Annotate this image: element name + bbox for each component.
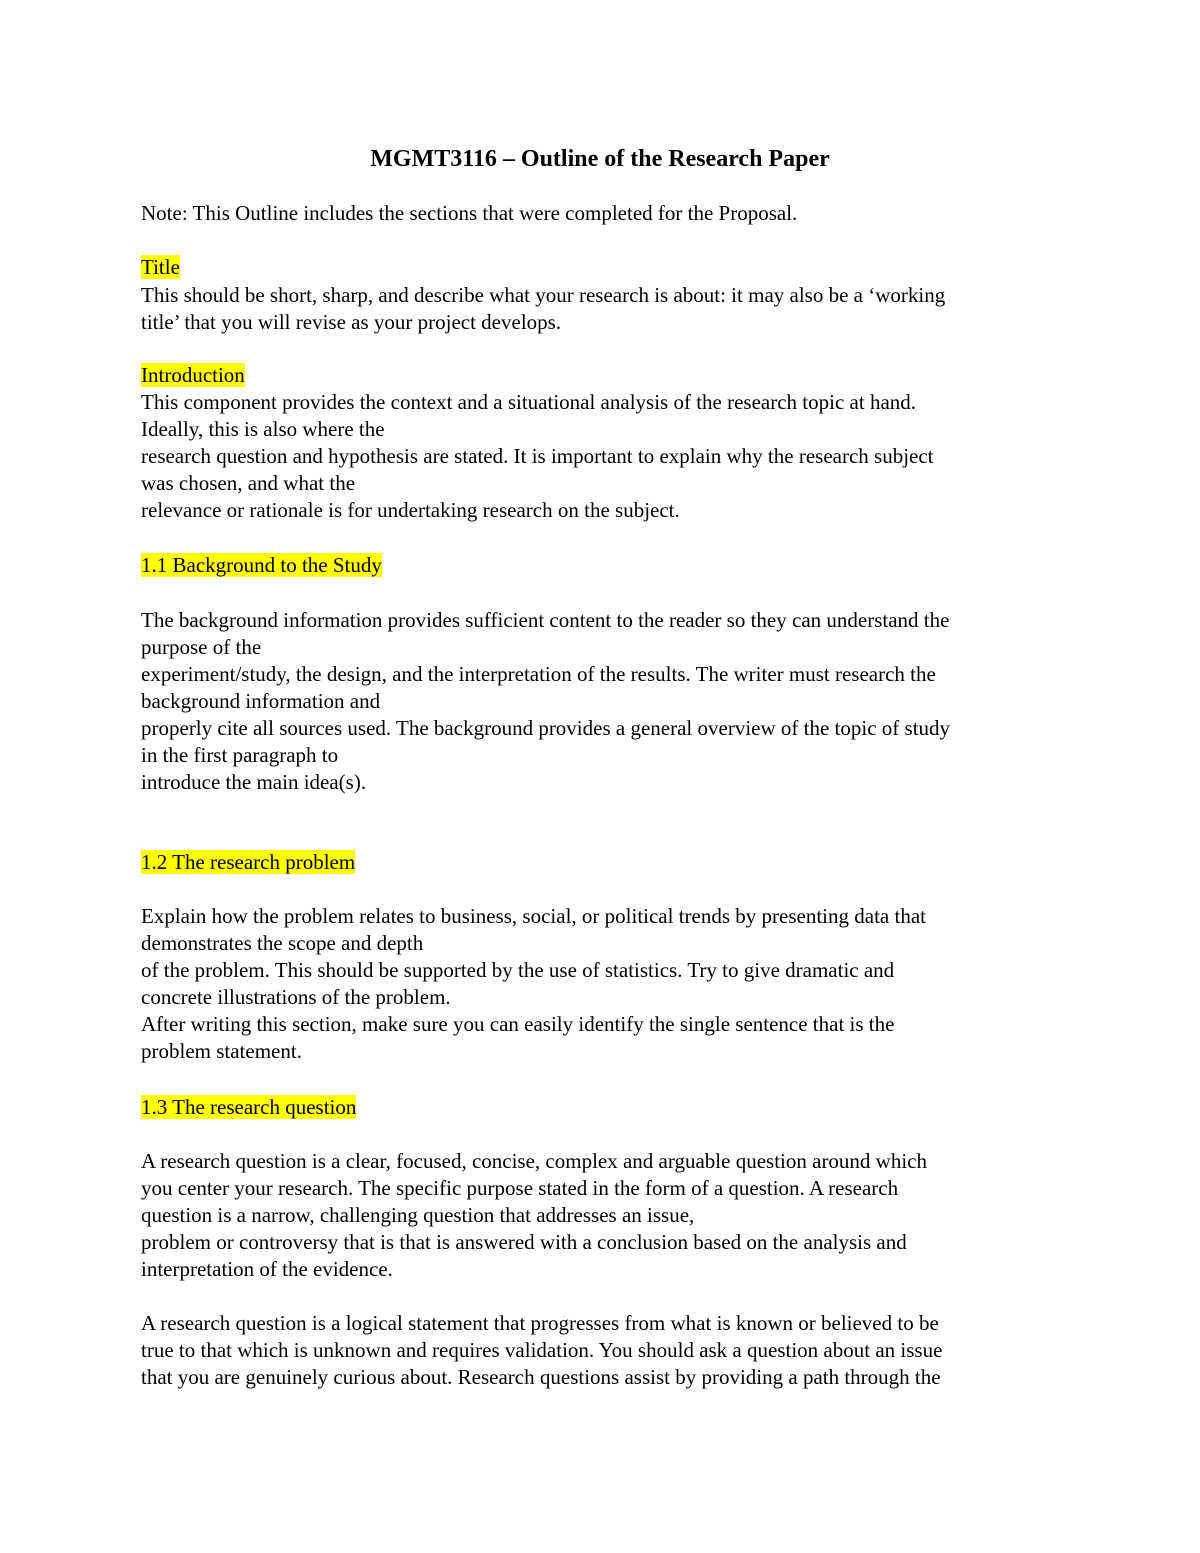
body-line: in the first paragraph to — [141, 743, 339, 767]
body-line: was chosen, and what the — [141, 471, 356, 495]
body-line: properly cite all sources used. The background provides a general overview of the topic of study — [141, 716, 951, 740]
research-question-paragraph-2 — [141, 1310, 1061, 1391]
heading-highlight: 1.1 Background to the Study — [141, 553, 382, 577]
section-heading-introduction — [141, 362, 1061, 389]
body-line: interpretation of the evidence. — [141, 1257, 393, 1281]
body-line: experiment/study, the design, and the interpretation of the results. The writer must research the — [141, 662, 936, 686]
body-line: The background information provides sufficient content to the reader so they can understand the — [141, 608, 950, 632]
body-line: introduce the main idea(s). — [141, 770, 367, 794]
body-line: A research question is a clear, focused, concise, complex and arguable question around which — [141, 1149, 928, 1173]
research-question-paragraph-1 — [141, 1148, 1061, 1283]
body-line: title’ that you will revise as your project develops. — [141, 310, 562, 334]
body-line: research question and hypothesis are stated. It is important to explain why the research subject — [141, 444, 934, 468]
body-line: true to that which is unknown and requires validation. You should ask a question about an issue — [141, 1338, 943, 1362]
body-line: problem or controversy that is that is answered with a conclusion based on the analysis and — [141, 1230, 907, 1254]
body-line: Explain how the problem relates to business, social, or political trends by presenting data that — [141, 904, 926, 928]
section-heading-research-problem — [141, 849, 1061, 876]
note-paragraph: Note: This Outline includes the sections that were completed for the Proposal. — [141, 201, 798, 225]
body-line: purpose of the — [141, 635, 262, 659]
heading-highlight: Introduction — [141, 363, 245, 387]
title-section-body — [141, 282, 1061, 336]
body-line: relevance or rationale is for undertaking research on the subject. — [141, 498, 680, 522]
body-line: question is a narrow, challenging question that addresses an issue, — [141, 1203, 695, 1227]
body-line: A research question is a logical statement that progresses from what is known or believed to be — [141, 1311, 939, 1335]
body-line: problem statement. — [141, 1039, 302, 1063]
body-line: of the problem. This should be supported by the use of statistics. Try to give dramatic and — [141, 958, 895, 982]
body-line: you center your research. The specific purpose stated in the form of a question. A research — [141, 1176, 899, 1200]
section-heading-title — [141, 254, 1061, 281]
heading-highlight: 1.3 The research question — [141, 1095, 357, 1119]
body-line: This should be short, sharp, and describe what your research is about: it may also be a ‘working — [141, 283, 946, 307]
section-heading-research-question — [141, 1094, 1061, 1121]
document-title: MGMT3116 – Outline of the Research Paper — [370, 146, 830, 172]
body-line: that you are genuinely curious about. Research questions assist by providing a path through the — [141, 1365, 941, 1389]
introduction-body — [141, 389, 1061, 524]
body-line: This component provides the context and a situational analysis of the research topic at hand. — [141, 390, 917, 414]
section-heading-background — [141, 552, 1061, 579]
body-line: concrete illustrations of the problem. — [141, 985, 451, 1009]
heading-highlight: 1.2 The research problem — [141, 850, 356, 874]
research-problem-body — [141, 903, 1061, 1065]
body-line: demonstrates the scope and depth — [141, 931, 424, 955]
body-line: After writing this section, make sure you can easily identify the single sentence that is the — [141, 1012, 895, 1036]
background-body — [141, 607, 1061, 796]
heading-highlight: Title — [141, 255, 180, 279]
body-line: background information and — [141, 689, 381, 713]
body-line: Ideally, this is also where the — [141, 417, 385, 441]
